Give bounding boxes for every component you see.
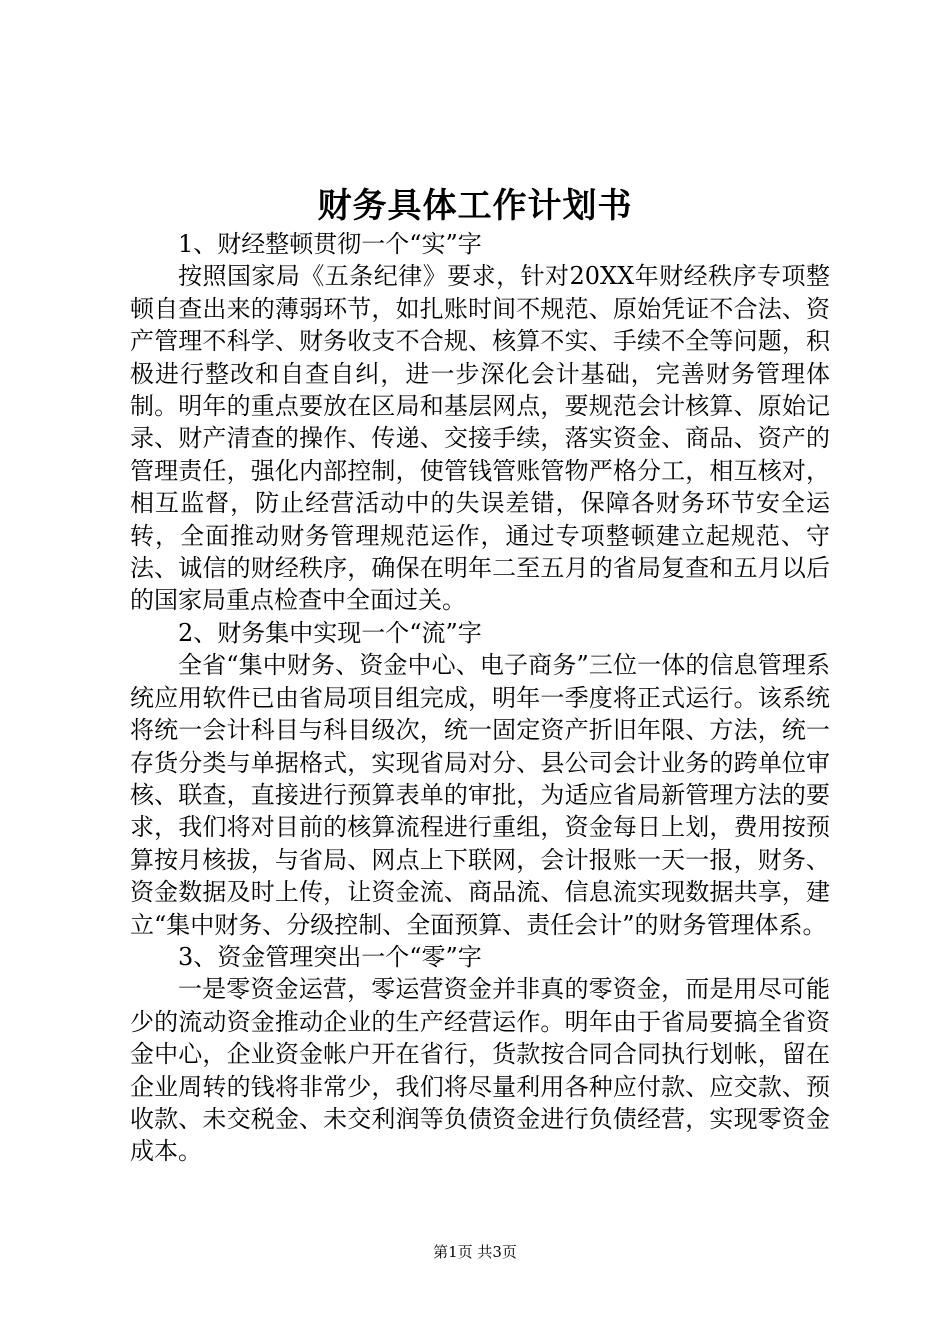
- section-3-paragraph: 一是零资金运营，零运营资金并非真的零资金，而是用尽可能少的流动资金推动企业的生产经营运作。明年由于省局要搞全省资金中心，企业资金帐户开在省行，货款按合同合同执行划帐，留在企业周转的钱将非常少，我们将尽量利用各种应付款、应交款、预收款、未交税金、未交利润等负债资金进行负债经营，实现零资金成本。: [130, 975, 830, 1166]
- section-3-heading: 3、资金管理突出一个“零”字: [178, 942, 482, 971]
- section-2-heading: 2、财务集中实现一个“流”字: [178, 618, 482, 647]
- document-title: 财务具体工作计划书: [317, 186, 633, 226]
- section-1-heading: 1、财经整顿贯彻一个“实”字: [178, 230, 482, 258]
- section-2-paragraph: 全省“集中财务、资金中心、电子商务”三位一体的信息管理系统应用软件已由省局项目组完成，明年一季度将正式运行。该系统将统一会计科目与科目级次，统一固定资产折旧年限、方法，统一存货分类与单据格式，实现省局对分、县公司会计业务的跨单位审核、联查，直接进行预算表单的审批，为适应省局新管理方法的要求，我们将对目前的核算流程进行重组，资金每日上划，费用按预算按月核拔，与省局、网点上下联网，会计报账一天一报，财务、资金数据及时上传，让资金流、商品流、信息流实现数据共享，建立“集中财务、分级控制、全面预算、责任会计”的财务管理体系。: [130, 651, 830, 939]
- section-1-paragraph: 按照国家局《五条纪律》要求，针对20XX年财经秩序专项整顿自查出来的薄弱环节，如扎账时间不规范、原始凭证不合法、资产管理不科学、财务收支不合规、核算不实、手续不全等问题，积极进行整改和自查自纠，进一步深化会计基础，完善财务管理体制。明年的重点要放在区局和基层网点，要规范会计核算、原始记录、财产清查的操作、传递、交接手续，落实资金、商品、资产的管理责任，强化内部控制，使管钱管账管物严格分工，相互核对，相互监督，防止经营活动中的失误差错，保障各财务环节安全运转，全面推动财务管理规范运作，通过专项整顿建立起规范、守法、诚信的财经秩序，确保在明年二至五月的省局复查和五月以后的国家局重点检查中全面过关。: [130, 262, 830, 615]
- document-body: [130, 228, 830, 1168]
- page-footer: 第1页 共3页: [433, 1243, 517, 1261]
